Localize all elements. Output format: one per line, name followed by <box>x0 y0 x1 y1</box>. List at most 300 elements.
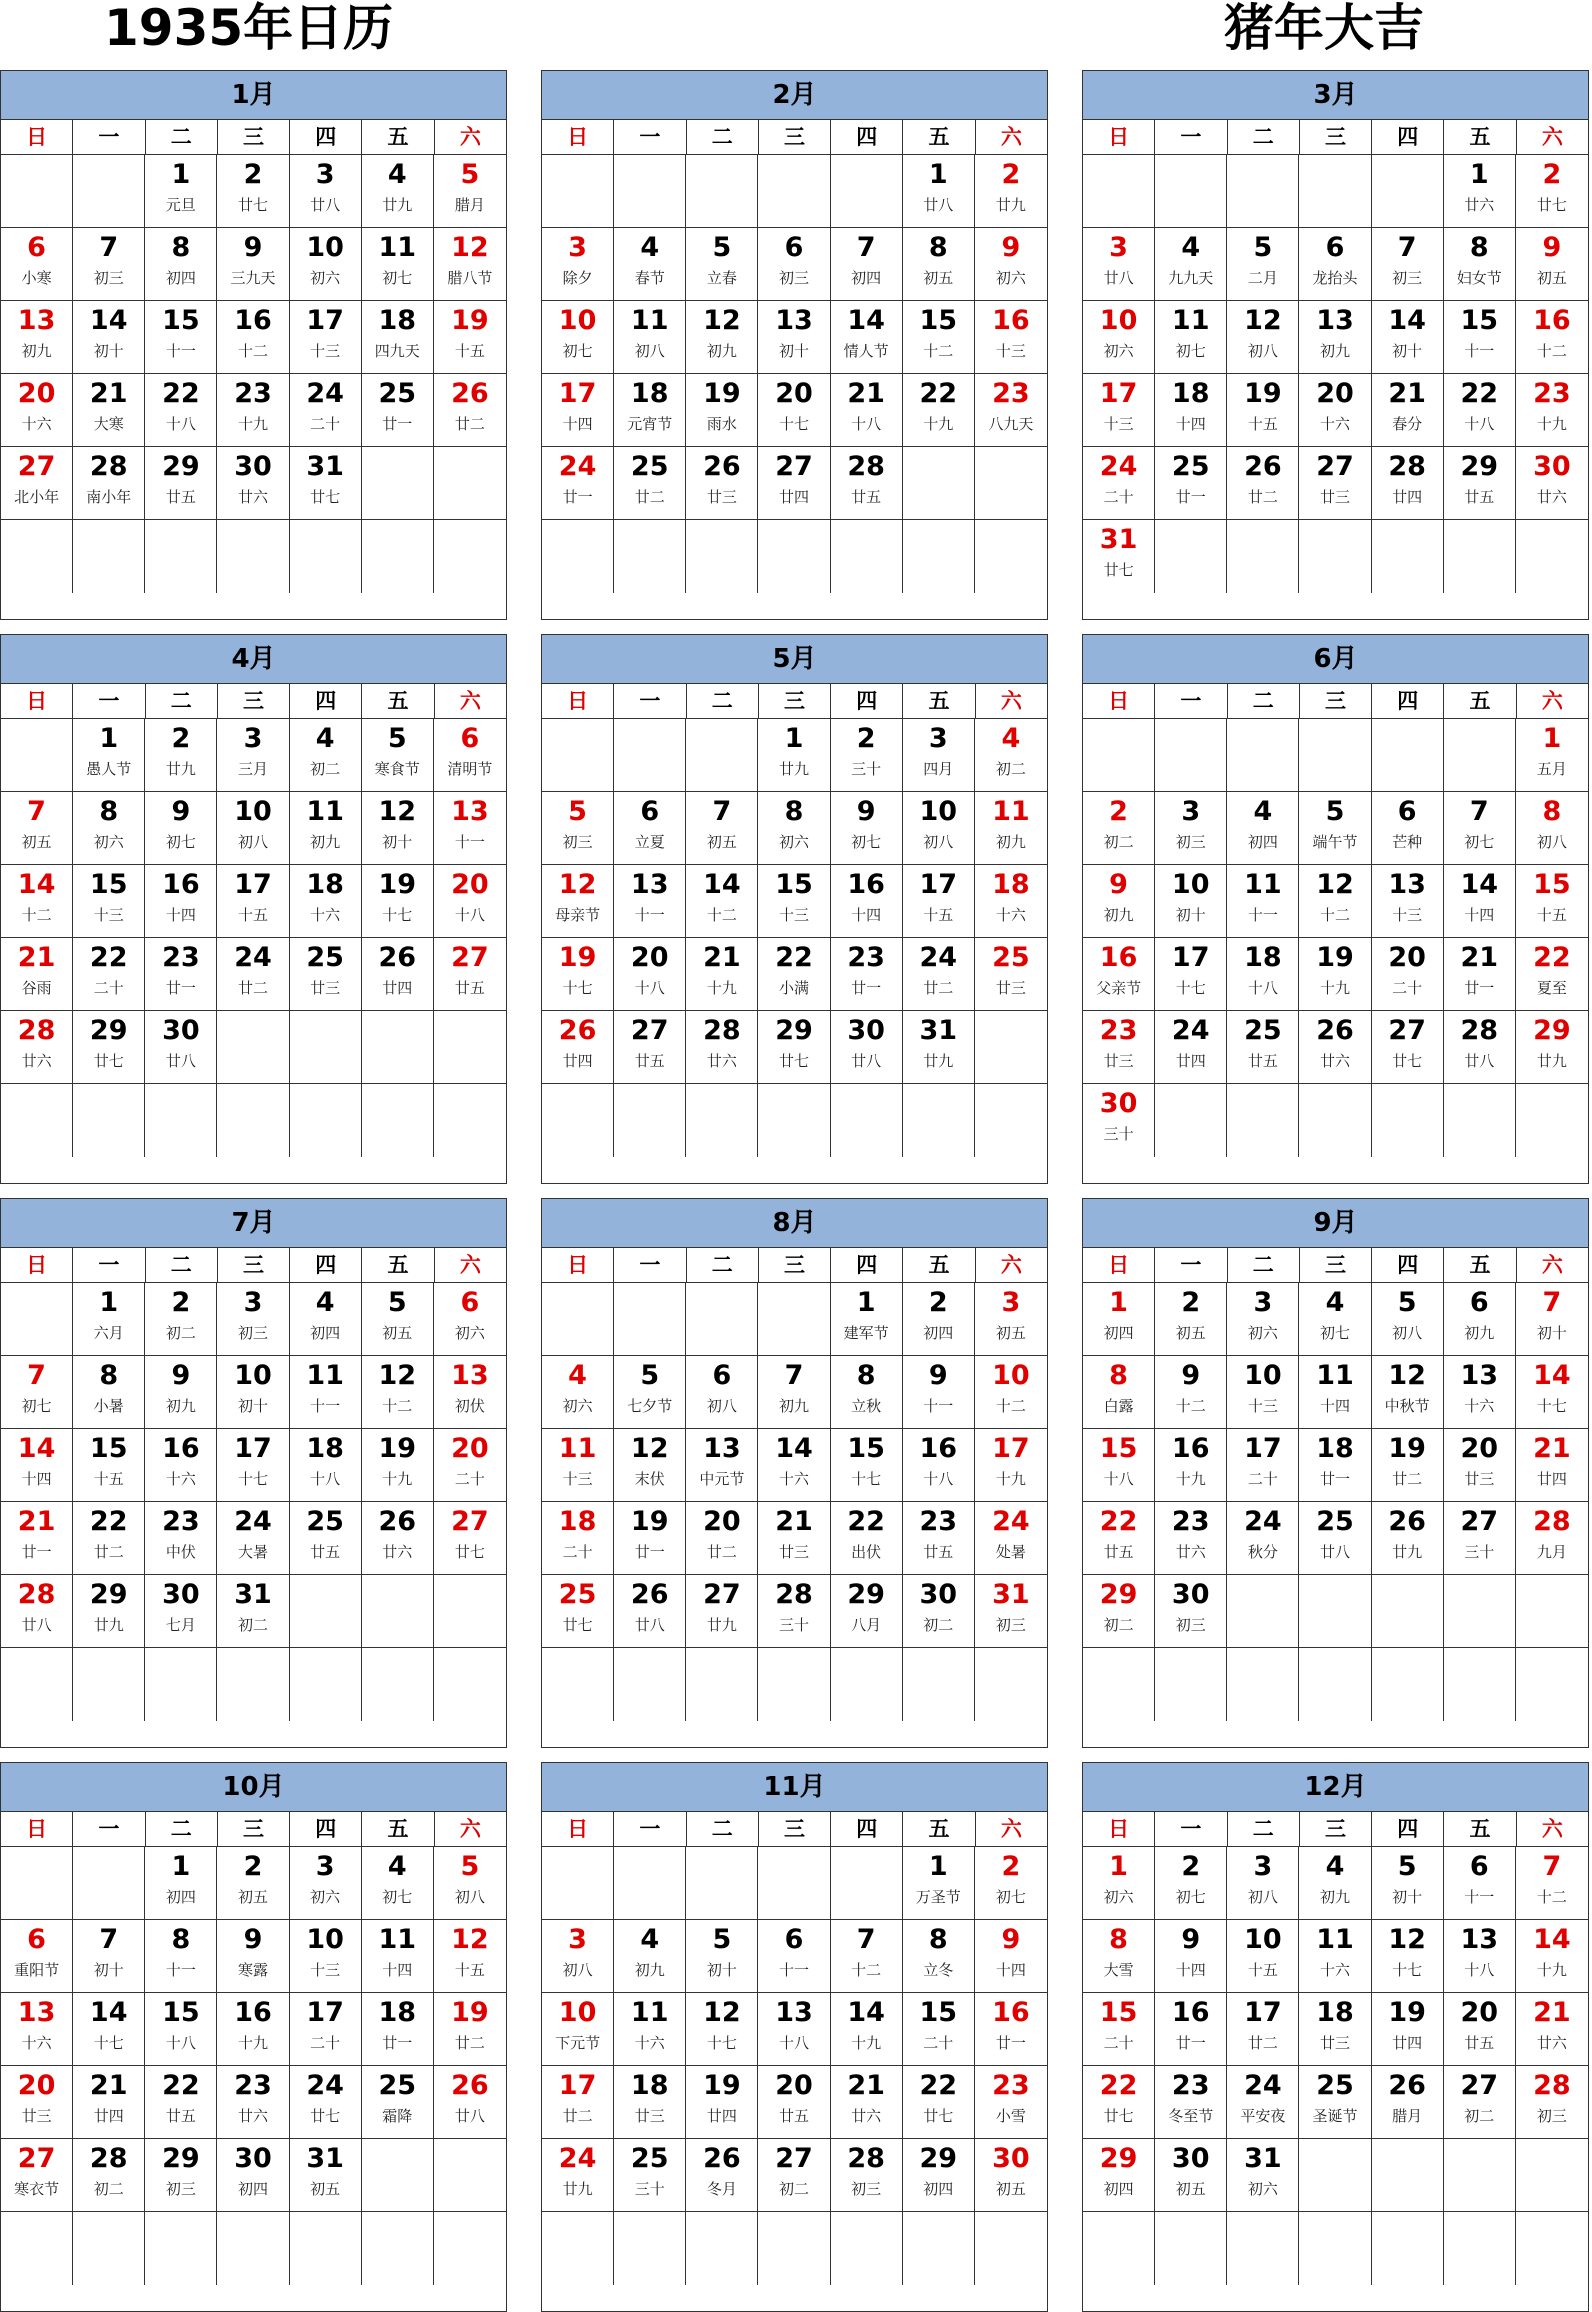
day-cell <box>73 792 145 865</box>
lunar-date: 廿一 <box>1464 979 1495 997</box>
month-title: 2月 <box>542 71 1047 120</box>
day-number: 29 <box>1099 2143 1138 2174</box>
weekday-label: 二 <box>1228 1248 1300 1282</box>
day-number: 26 <box>1316 1015 1354 1046</box>
day-cell <box>542 2066 614 2139</box>
day-grid <box>542 1847 1047 2285</box>
day-number: 7 <box>99 1924 119 1955</box>
lunar-date: 十八 <box>923 1470 954 1488</box>
day-cell <box>1444 1502 1516 1575</box>
day-number: 1 <box>928 1851 948 1882</box>
day-cell <box>1083 1011 1155 1084</box>
weekday-label: 六 <box>1541 1253 1563 1277</box>
lunar-date: 廿二 <box>237 979 268 997</box>
day-cell <box>542 1502 614 1575</box>
lunar-date: 廿五 <box>923 1543 954 1561</box>
lunar-date: 十三 <box>93 906 124 924</box>
lunar-date: 初三 <box>778 269 809 287</box>
day-number: 29 <box>847 1579 885 1610</box>
lunar-date: 廿二 <box>454 2034 485 2052</box>
day-cell <box>758 301 830 374</box>
day-number: 5 <box>460 159 480 190</box>
day-cell <box>831 1011 903 1084</box>
weekday-header-row <box>542 1812 1047 1847</box>
day-cell <box>1372 865 1444 938</box>
weekday-label: 二 <box>1228 684 1300 718</box>
day-cell <box>686 1920 758 1993</box>
day-cell <box>290 1502 362 1575</box>
lunar-date: 廿六 <box>706 1052 737 1070</box>
day-cell <box>758 1575 830 1648</box>
day-number: 23 <box>992 2070 1030 2101</box>
day-cell <box>758 1084 830 1157</box>
lunar-date: 北小年 <box>14 488 60 506</box>
day-number: 11 <box>992 796 1030 827</box>
day-cell <box>1 865 73 938</box>
day-cell <box>73 1847 145 1920</box>
day-cell <box>217 1648 289 1721</box>
lunar-date: 十五 <box>237 906 268 924</box>
lunar-date: 初二 <box>1103 833 1134 851</box>
day-cell <box>1444 1993 1516 2066</box>
day-cell <box>73 1429 145 1502</box>
lunar-date: 初九 <box>706 342 737 360</box>
day-cell <box>1299 2139 1371 2212</box>
day-number: 21 <box>17 1506 56 1537</box>
day-cell <box>1083 719 1155 792</box>
lunar-date: 十八 <box>165 415 196 433</box>
day-number: 8 <box>928 1924 948 1955</box>
day-cell <box>290 1575 362 1648</box>
day-cell <box>758 2139 830 2212</box>
day-number: 7 <box>1542 1287 1562 1318</box>
day-cell <box>362 719 434 792</box>
lunar-date: 十三 <box>1392 906 1423 924</box>
lunar-date: 廿三 <box>1319 2034 1350 2052</box>
day-number: 19 <box>1316 942 1354 973</box>
day-grid <box>1083 719 1588 1157</box>
day-number: 22 <box>89 1506 128 1537</box>
day-number: 18 <box>630 2070 669 2101</box>
day-cell <box>758 155 830 228</box>
day-cell <box>1444 1084 1516 1157</box>
lunar-date: 廿七 <box>1392 1052 1423 1070</box>
day-cell <box>434 2139 506 2212</box>
day-cell <box>686 155 758 228</box>
lunar-date: 廿一 <box>851 979 882 997</box>
day-cell <box>434 2066 506 2139</box>
weekday-label: 二 <box>146 120 218 154</box>
lunar-date: 廿五 <box>454 979 485 997</box>
day-number: 23 <box>234 378 272 409</box>
day-number: 25 <box>1316 1506 1354 1537</box>
day-cell <box>1227 1084 1299 1157</box>
day-number: 1 <box>928 159 948 190</box>
day-number: 22 <box>162 2070 200 2101</box>
day-number: 17 <box>992 1433 1030 1464</box>
weekday-label: 一 <box>614 120 686 154</box>
day-number: 27 <box>17 451 56 482</box>
day-cell <box>831 1356 903 1429</box>
day-number: 3 <box>1253 1287 1273 1318</box>
day-cell <box>1155 374 1227 447</box>
weekday-header-row <box>1083 684 1588 719</box>
day-cell <box>542 1356 614 1429</box>
lunar-date: 芒种 <box>1392 833 1423 851</box>
day-number: 28 <box>1388 451 1426 482</box>
day-number: 9 <box>1181 1924 1201 1955</box>
day-cell <box>145 374 217 447</box>
lunar-date: 廿三 <box>310 979 341 997</box>
day-cell <box>434 1993 506 2066</box>
day-number: 17 <box>558 2070 597 2101</box>
day-cell <box>1 2212 73 2285</box>
day-number: 25 <box>1316 2070 1354 2101</box>
day-cell <box>362 865 434 938</box>
day-cell <box>145 155 217 228</box>
lunar-date: 初四 <box>1103 2180 1134 2198</box>
lunar-date: 初三 <box>93 269 124 287</box>
weekday-label: 三 <box>1300 1248 1372 1282</box>
day-number: 25 <box>630 451 669 482</box>
day-number: 26 <box>451 2070 489 2101</box>
lunar-date: 五月 <box>1536 760 1567 778</box>
day-number: 23 <box>162 942 200 973</box>
lunar-date: 廿三 <box>995 979 1026 997</box>
day-number: 8 <box>1109 1924 1128 1955</box>
lunar-date: 初四 <box>165 1888 196 1906</box>
day-number: 12 <box>1388 1924 1426 1955</box>
day-cell <box>1 2066 73 2139</box>
day-number: 2 <box>171 723 191 754</box>
lunar-date: 初四 <box>165 269 196 287</box>
day-cell <box>1444 1648 1516 1721</box>
day-grid <box>1083 1283 1588 1721</box>
lunar-date: 端午节 <box>1312 833 1358 851</box>
day-cell <box>614 1084 686 1157</box>
weekday-label: 一 <box>1155 1248 1227 1282</box>
lunar-date: 十六 <box>310 906 341 924</box>
day-cell <box>362 1502 434 1575</box>
day-cell <box>975 865 1047 938</box>
day-cell <box>1372 719 1444 792</box>
weekday-label: 一 <box>73 684 145 718</box>
weekday-label: 五 <box>1444 120 1516 154</box>
lunar-date: 初五 <box>382 1324 413 1342</box>
lunar-date: 廿二 <box>706 1543 737 1561</box>
day-cell <box>1 719 73 792</box>
weekday-header-row <box>1 120 506 155</box>
day-number: 5 <box>712 232 732 263</box>
lunar-date: 廿八 <box>923 196 954 214</box>
day-number: 4 <box>568 1360 587 1391</box>
weekday-label: 五 <box>903 1248 975 1282</box>
month-calendar <box>541 634 1048 1184</box>
lunar-date: 元旦 <box>165 196 196 214</box>
day-number: 2 <box>928 1287 948 1318</box>
lunar-date: 十四 <box>851 906 882 924</box>
day-number: 25 <box>306 942 344 973</box>
day-cell <box>758 520 830 593</box>
lunar-date: 廿二 <box>562 2107 593 2125</box>
day-grid <box>1 1847 506 2285</box>
lunar-date: 初二 <box>778 2180 809 2198</box>
day-number: 5 <box>640 1360 660 1391</box>
day-cell <box>1299 1429 1371 1502</box>
weekday-label: 三 <box>759 1812 831 1846</box>
day-cell <box>145 2212 217 2285</box>
day-number: 2 <box>1109 796 1128 827</box>
day-number: 12 <box>1316 869 1354 900</box>
weekday-label: 二 <box>1228 1812 1300 1846</box>
weekday-label: 三 <box>218 1248 290 1282</box>
day-number: 1 <box>1542 723 1562 754</box>
lunar-date: 十四 <box>562 415 593 433</box>
day-number: 8 <box>928 232 948 263</box>
lunar-date: 廿六 <box>1536 488 1567 506</box>
day-cell <box>73 719 145 792</box>
day-cell <box>1155 719 1227 792</box>
day-cell <box>1227 1283 1299 1356</box>
lunar-date: 十八 <box>1464 1961 1495 1979</box>
lunar-date: 十七 <box>851 1470 882 1488</box>
day-number: 7 <box>1469 796 1489 827</box>
day-number: 30 <box>1099 1088 1138 1119</box>
day-cell <box>542 792 614 865</box>
day-cell <box>1155 865 1227 938</box>
weekday-label: 二 <box>146 684 218 718</box>
weekday-label: 日 <box>1 1248 73 1282</box>
day-cell <box>73 1011 145 1084</box>
lunar-date: 廿七 <box>454 1543 485 1561</box>
day-number: 12 <box>558 869 597 900</box>
day-number: 26 <box>378 1506 417 1537</box>
day-cell <box>1 155 73 228</box>
day-cell <box>975 2212 1047 2285</box>
day-number: 24 <box>1099 451 1138 482</box>
lunar-date: 初四 <box>1103 1324 1134 1342</box>
day-number: 20 <box>17 378 56 409</box>
lunar-date: 廿四 <box>93 2107 124 2125</box>
day-number: 23 <box>1533 378 1571 409</box>
day-number: 14 <box>1388 305 1426 336</box>
day-cell <box>831 1429 903 1502</box>
day-cell <box>145 1283 217 1356</box>
lunar-date: 廿二 <box>923 979 954 997</box>
day-cell <box>145 792 217 865</box>
day-cell <box>73 447 145 520</box>
weekday-header-row <box>1083 120 1588 155</box>
day-cell <box>758 865 830 938</box>
lunar-date: 十八 <box>851 415 882 433</box>
lunar-date: 廿一 <box>562 488 593 506</box>
day-cell <box>362 2139 434 2212</box>
month-title: 7月 <box>1 1199 506 1248</box>
lunar-date: 二十 <box>923 2034 954 2052</box>
lunar-date: 廿四 <box>1175 1052 1206 1070</box>
day-cell <box>1083 301 1155 374</box>
day-cell <box>1299 2066 1371 2139</box>
lunar-date: 十九 <box>995 1470 1026 1488</box>
lunar-date: 廿七 <box>93 1052 124 1070</box>
lunar-date: 情人节 <box>843 342 889 360</box>
day-number: 31 <box>1099 524 1138 555</box>
day-number: 30 <box>162 1579 200 1610</box>
weekday-label: 一 <box>614 1248 686 1282</box>
day-cell <box>614 792 686 865</box>
day-number: 28 <box>89 2143 128 2174</box>
day-cell <box>1516 2139 1588 2212</box>
day-number: 12 <box>703 305 741 336</box>
lunar-date: 初七 <box>1319 1324 1350 1342</box>
day-cell <box>217 792 289 865</box>
day-number: 11 <box>1244 869 1282 900</box>
day-cell <box>831 1847 903 1920</box>
lunar-date: 十九 <box>382 1470 413 1488</box>
day-cell <box>686 792 758 865</box>
lunar-date: 冬至节 <box>1168 2107 1214 2125</box>
lunar-date: 廿九 <box>995 196 1026 214</box>
day-number: 7 <box>27 796 46 827</box>
day-cell <box>903 719 975 792</box>
day-cell <box>686 1847 758 1920</box>
day-cell <box>1227 520 1299 593</box>
day-number: 10 <box>1244 1360 1282 1391</box>
day-number: 30 <box>1171 1579 1210 1610</box>
day-number: 5 <box>1253 232 1273 263</box>
day-cell <box>686 228 758 301</box>
day-cell <box>1444 1920 1516 1993</box>
day-number: 6 <box>1469 1287 1489 1318</box>
lunar-date: 廿六 <box>382 1543 413 1561</box>
day-cell <box>217 447 289 520</box>
day-cell <box>434 1429 506 1502</box>
day-number: 7 <box>856 232 876 263</box>
lunar-date: 十一 <box>1464 1888 1495 1906</box>
day-cell <box>686 938 758 1011</box>
weekday-label: 五 <box>903 1812 975 1846</box>
day-number: 30 <box>1171 2143 1210 2174</box>
month-title: 11月 <box>542 1763 1047 1812</box>
day-cell <box>903 155 975 228</box>
day-cell <box>1227 1920 1299 1993</box>
day-cell <box>1 1993 73 2066</box>
day-cell <box>73 301 145 374</box>
day-cell <box>1299 374 1371 447</box>
day-cell <box>434 1356 506 1429</box>
lunar-date: 大雪 <box>1103 1961 1134 1979</box>
day-number: 27 <box>775 2143 813 2174</box>
lunar-date: 初六 <box>1103 1888 1134 1906</box>
lunar-date: 廿六 <box>237 488 268 506</box>
weekday-header-row <box>1083 1812 1588 1847</box>
day-cell <box>1 1429 73 1502</box>
lunar-date: 廿二 <box>1392 1470 1423 1488</box>
day-cell <box>542 1993 614 2066</box>
day-number: 7 <box>99 232 119 263</box>
day-cell <box>1372 1502 1444 1575</box>
day-cell <box>362 2066 434 2139</box>
lunar-date: 初八 <box>706 1397 737 1415</box>
lunar-date: 初四 <box>851 269 882 287</box>
lunar-date: 龙抬头 <box>1312 269 1358 287</box>
lunar-date: 廿五 <box>778 2107 809 2125</box>
day-cell <box>434 301 506 374</box>
weekday-label: 三 <box>218 120 290 154</box>
lunar-date: 父亲节 <box>1096 979 1142 997</box>
day-cell <box>1372 1847 1444 1920</box>
lunar-date: 初九 <box>634 1961 665 1979</box>
lunar-date: 廿四 <box>778 488 809 506</box>
day-cell <box>975 1283 1047 1356</box>
day-number: 22 <box>919 2070 958 2101</box>
day-number: 30 <box>992 2143 1030 2174</box>
lunar-date: 初八 <box>237 833 268 851</box>
lunar-date: 十八 <box>454 906 485 924</box>
day-cell <box>290 792 362 865</box>
lunar-date: 立秋 <box>851 1397 882 1415</box>
weekday-label: 日 <box>1083 120 1155 154</box>
day-cell <box>145 938 217 1011</box>
day-cell <box>1444 301 1516 374</box>
lunar-date: 四月 <box>923 760 954 778</box>
day-cell <box>1155 1993 1227 2066</box>
weekday-label: 五 <box>903 120 975 154</box>
weekday-label: 二 <box>1228 120 1300 154</box>
weekday-label: 四 <box>290 1248 362 1282</box>
day-cell <box>1155 301 1227 374</box>
day-cell <box>831 1502 903 1575</box>
lunar-date: 十八 <box>310 1470 341 1488</box>
day-cell <box>1227 374 1299 447</box>
lunar-date: 廿八 <box>21 1616 52 1634</box>
lunar-date: 廿七 <box>310 2107 341 2125</box>
lunar-date: 小暑 <box>93 1397 124 1415</box>
day-cell <box>686 520 758 593</box>
lunar-date: 十二 <box>21 906 52 924</box>
day-cell <box>145 1356 217 1429</box>
day-cell <box>73 155 145 228</box>
day-cell <box>1155 228 1227 301</box>
weekday-label: 三 <box>218 684 290 718</box>
weekday-label: 六 <box>1000 689 1022 713</box>
day-cell <box>903 2139 975 2212</box>
day-number: 3 <box>1001 1287 1021 1318</box>
day-cell <box>217 155 289 228</box>
day-number: 14 <box>89 305 128 336</box>
day-number: 20 <box>451 1433 489 1464</box>
lunar-date: 廿三 <box>706 488 737 506</box>
day-number: 13 <box>775 1997 813 2028</box>
lunar-date: 初九 <box>995 833 1026 851</box>
day-number: 14 <box>1533 1360 1571 1391</box>
day-number: 5 <box>1325 796 1345 827</box>
day-cell <box>614 1011 686 1084</box>
day-cell <box>614 447 686 520</box>
weekday-label: 一 <box>73 1248 145 1282</box>
day-number: 19 <box>1388 1433 1426 1464</box>
day-number: 6 <box>460 723 480 754</box>
weekday-label: 二 <box>687 120 759 154</box>
lunar-date: 十一 <box>1247 906 1278 924</box>
day-cell <box>831 938 903 1011</box>
lunar-date: 十一 <box>923 1397 954 1415</box>
day-cell <box>290 447 362 520</box>
lunar-date: 廿六 <box>237 2107 268 2125</box>
day-cell <box>903 1847 975 1920</box>
day-cell <box>290 1084 362 1157</box>
day-cell <box>217 1011 289 1084</box>
